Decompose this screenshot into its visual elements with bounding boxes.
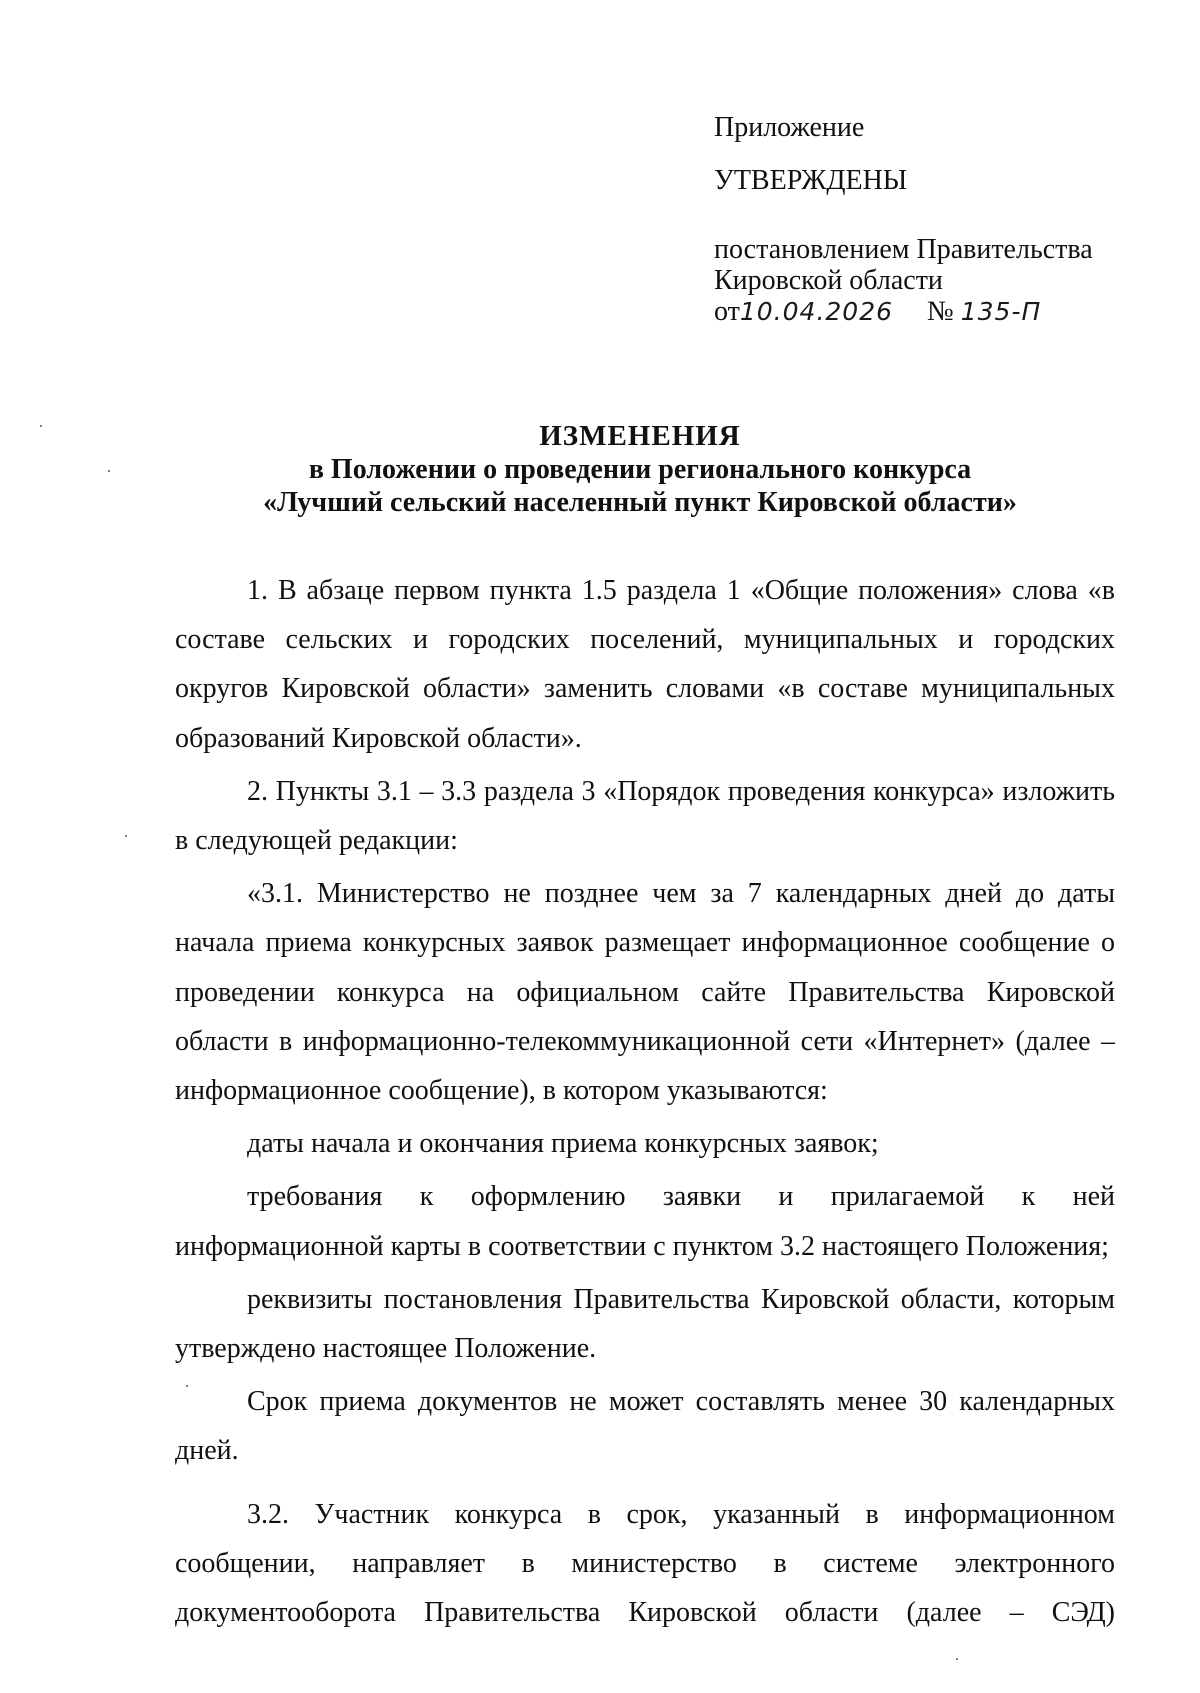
title-line-3: «Лучший сельский населенный пункт Кировской области» [263, 487, 1017, 518]
paragraph-3: «3.1. Министерство не позднее чем за 7 календарных дней до даты начала приема конкурсных заявок размещает информационное сообщение о проведении конкурса на официальном сайте Правительства Кировской области в информационно-телекоммуникационной сети «Интернет» (далее – информационное сообщение), в котором указываются: [175, 878, 1115, 1107]
scan-speck [40, 425, 42, 427]
handwritten-number: 135-П [960, 297, 1042, 326]
title-main: ИЗМЕНЕНИЯ [539, 420, 741, 452]
scan-speck [125, 835, 127, 837]
number-prefix: № [927, 296, 954, 327]
document-title [160, 420, 1120, 519]
paragraph-2: 2. Пункты 3.1 – 3.3 раздела 3 «Порядок проведения конкурса» изложить в следующей редакции: [175, 775, 1115, 857]
approval-stamp-block [714, 112, 1154, 327]
approved-label: УТВЕРЖДЕНЫ [714, 165, 908, 196]
title-line-2: в Положении о проведении регионального конкурса [308, 454, 972, 485]
paragraph-6: реквизиты постановления Правительства Кировской области, которым утверждено настоящее Положение. [175, 1283, 1115, 1365]
paragraph-8: 3.2. Участник конкурса в срок, указанный в информационном сообщении, направляет в министерство в системе электронного документооборота Правительства Кировской области (далее – СЭД) [175, 1498, 1115, 1629]
paragraph-4: даты начала и окончания приема конкурсных заявок; [247, 1128, 879, 1160]
approved-by-line-2: Кировской области [714, 265, 943, 296]
annex-label: Приложение [714, 112, 865, 143]
approved-by-line-1: постановлением Правительства [714, 234, 1093, 265]
scan-speck [956, 1658, 958, 1660]
paragraph-7: Срок приема документов не может составлять менее 30 календарных дней. [175, 1386, 1115, 1467]
handwritten-date: 10.04.2026 [739, 297, 894, 326]
date-number-line [714, 296, 1154, 327]
paragraph-5: требования к оформлению заявки и прилагаемой к ней информационной карты в соответствии с пунктом 3.2 настоящего Положения; [175, 1181, 1115, 1262]
scan-speck [108, 470, 110, 472]
paragraph-1: 1. В абзаце первом пункта 1.5 раздела 1 «Общие положения» слова «в составе сельских и городских поселений, муниципальных и городских округов Кировской области» заменить словами «в составе муниципальных образований Кировской области». [175, 575, 1115, 754]
scan-speck [186, 1385, 188, 1387]
date-prefix: от [714, 296, 740, 327]
document-body [175, 566, 1115, 1637]
